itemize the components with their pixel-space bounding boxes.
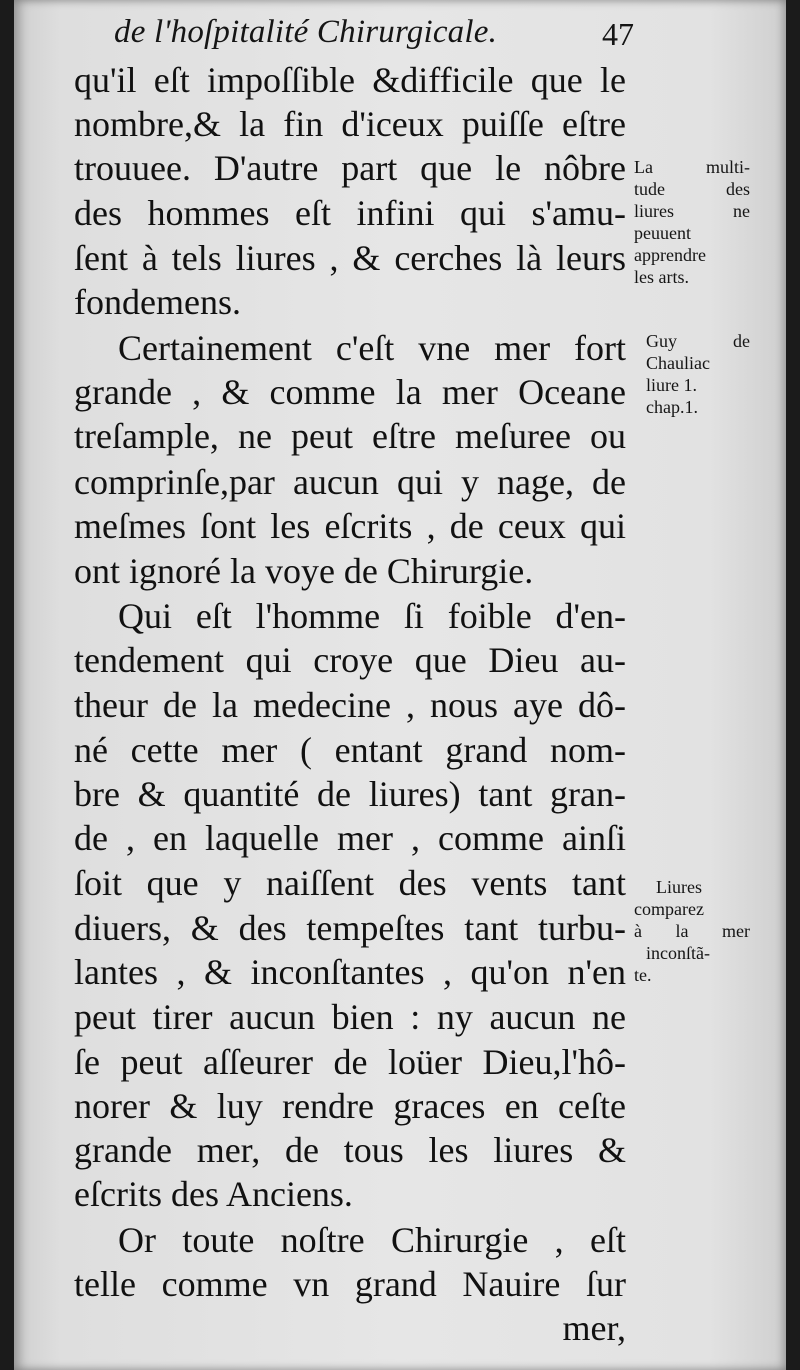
margin-note-multitude [634, 156, 750, 288]
margin-note-line: tude des [634, 179, 750, 199]
text-line: qu'il eſt impoſſible &difficile que le [74, 60, 626, 100]
text-line: grande , & comme la mer Oceane [74, 372, 626, 412]
text-line: theur de la medecine , nous aye dô- [74, 685, 626, 725]
margin-note-line: chap.1. [646, 397, 698, 417]
text-line: fondemens. [74, 282, 241, 322]
text-line: tendement qui croye que Dieu au- [74, 640, 626, 680]
text-line: ont ignoré la voye de Chirurgie. [74, 551, 534, 591]
margin-note-line: La multi- [634, 157, 750, 177]
catchword: mer, [562, 1308, 626, 1348]
show-through-bottom [84, 1336, 724, 1366]
margin-note-line: Liures [656, 877, 702, 897]
text-line: né cette mer ( entant grand nom- [74, 730, 626, 770]
running-title: de l'hoſpitalité Chirurgicale. [114, 14, 498, 50]
margin-note-line: les arts. [634, 267, 689, 287]
text-line: telle comme vn grand Nauire ſur [74, 1264, 626, 1304]
text-line: Qui eſt l'homme ſi foible d'en- [118, 596, 626, 636]
text-line: lantes , & inconſtantes , qu'on n'en [74, 952, 626, 992]
margin-note-line: apprendre [634, 245, 706, 265]
margin-note-line: Chauliac [646, 353, 710, 373]
text-line: Or toute noſtre Chirurgie , eſt [118, 1220, 626, 1260]
text-line: ſoit que y naiſſent des vents tant [74, 863, 626, 903]
text-line: comprinſe,par aucun qui y nage, de [74, 462, 626, 502]
text-line: ſent à tels liures , & cerches là leurs [74, 238, 626, 278]
margin-note-comparison [634, 876, 750, 986]
margin-note-line: Guy de [646, 331, 750, 351]
running-header [114, 14, 634, 58]
margin-note-line: inconſtã- [646, 943, 710, 963]
text-line: ſe peut aſſeurer de loüer Dieu,l'hô- [74, 1042, 626, 1082]
margin-note-line: liures ne [634, 201, 750, 221]
margin-note-line: te. [634, 965, 652, 985]
margin-note-citation [646, 330, 750, 418]
text-line: peut tirer aucun bien : ny aucun ne [74, 997, 626, 1037]
page-number: 47 [602, 16, 634, 52]
margin-note-line: liure 1. [646, 375, 697, 395]
text-line: grande mer, de tous les liures & [74, 1130, 626, 1170]
margin-note-line: à la mer [634, 921, 750, 941]
text-line: bre & quantité de liures) tant gran- [74, 774, 626, 814]
margin-note-line: comparez [634, 899, 704, 919]
text-line: des hommes eſt infini qui s'amu- [74, 193, 626, 233]
margin-note-line: peuuent [634, 223, 691, 243]
text-line: de , en laquelle mer , comme ainſi [74, 818, 626, 858]
text-line: diuers, & des tempeſtes tant turbu- [74, 908, 626, 948]
text-line: norer & luy rendre graces en ceſte [74, 1086, 626, 1126]
text-line: treſample, ne peut eſtre meſuree ou [74, 416, 626, 456]
text-line: meſmes ſont les eſcrits , de ceux qui [74, 506, 626, 546]
book-page [14, 0, 786, 1370]
text-line: trouuee. D'autre part que le nôbre [74, 148, 626, 188]
text-line: nombre,& la fin d'iceux puiſſe eſtre [74, 104, 626, 144]
text-line: Certainement c'eſt vne mer fort [118, 328, 626, 368]
text-line: eſcrits des Anciens. [74, 1174, 353, 1214]
